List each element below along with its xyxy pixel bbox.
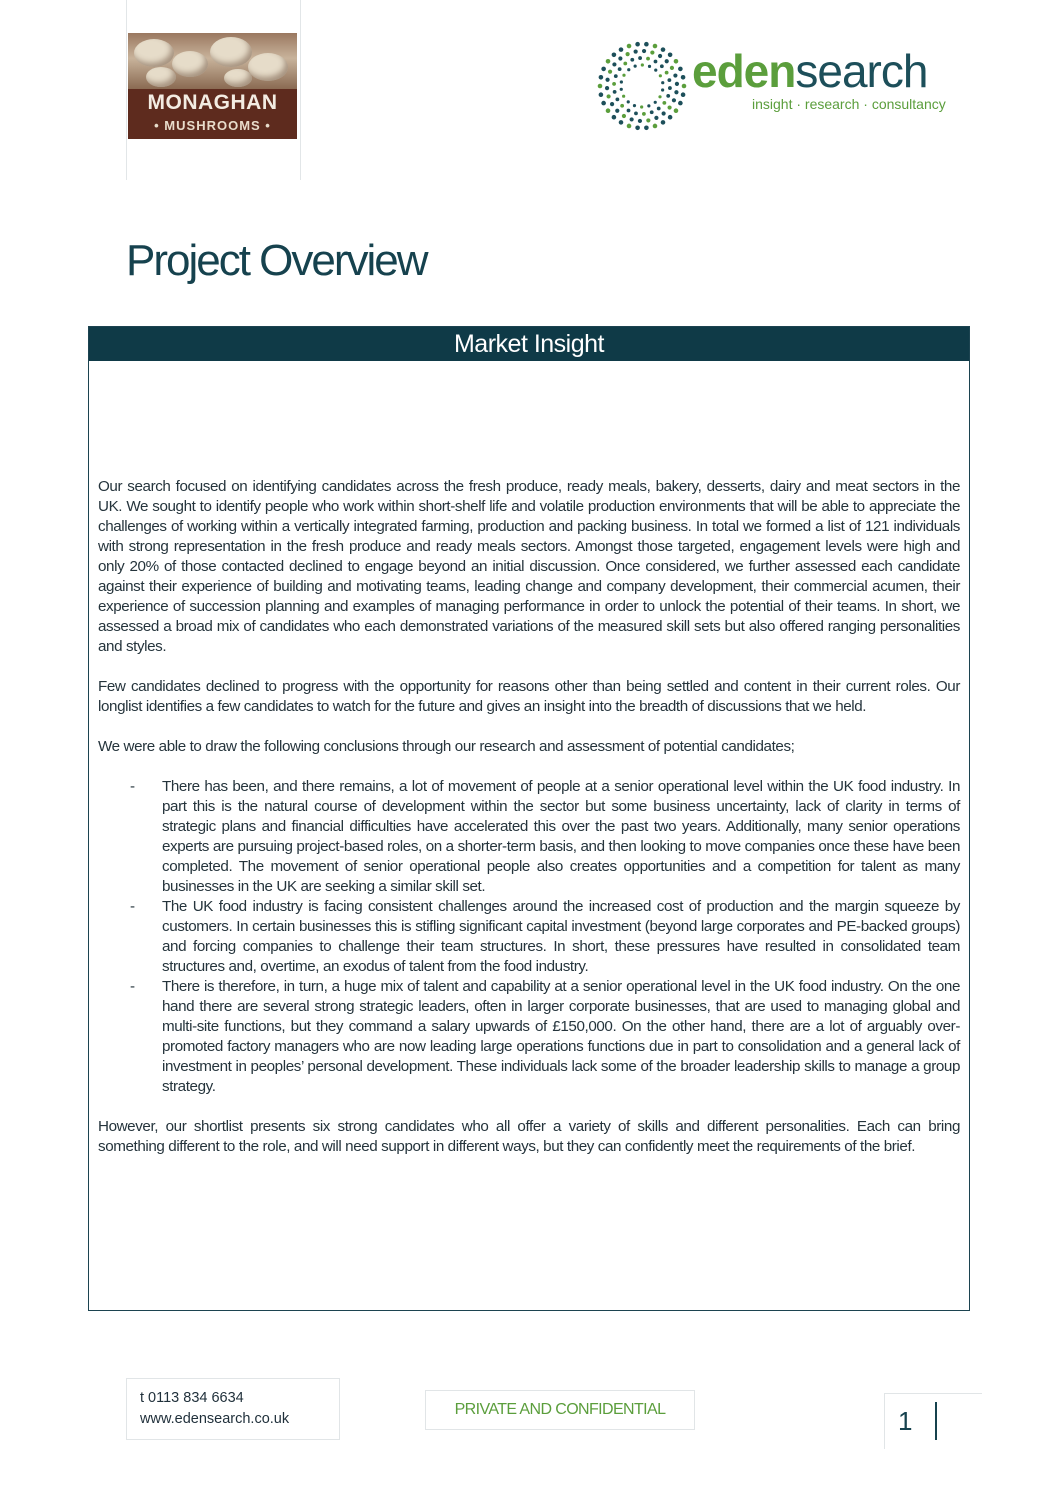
logo-dot xyxy=(606,108,611,113)
logo-dot xyxy=(620,104,624,108)
logo-dot xyxy=(605,78,609,82)
logo-dot xyxy=(606,59,611,64)
logo-dot xyxy=(623,62,627,66)
edensearch-logo xyxy=(596,40,976,136)
logo-dot xyxy=(662,101,666,105)
logo-dot xyxy=(653,44,658,49)
client-logo-name: MONAGHAN xyxy=(147,91,278,114)
market-insight-panel xyxy=(88,326,970,1311)
logo-dot xyxy=(630,117,634,121)
logo-dot xyxy=(615,97,619,101)
header-divider-right xyxy=(300,0,301,180)
insight-closing-paragraph: However, our shortlist presents six strong candidates who all offer a variety of skills and different personalities. Each can bring something different to the role, and will need support in different ways, but they can confidently meet the requirements of the brief. xyxy=(98,1118,960,1155)
logo-dot xyxy=(659,74,662,77)
logo-dot xyxy=(658,95,661,98)
logo-dot xyxy=(682,84,687,89)
logo-dot xyxy=(626,52,630,56)
logo-dot xyxy=(634,111,638,115)
market-insight-heading: Market Insight xyxy=(89,327,969,361)
logo-dot xyxy=(635,42,640,47)
logo-dot xyxy=(601,67,606,72)
insight-paragraph: Few candidates declined to progress with the opportunity for reasons other than being settled and content in their current roles. Our longlist identifies a few candidates to watch for the future and gives an insight into the breadth of discussions that we held. xyxy=(98,678,960,715)
logo-dot xyxy=(627,124,632,129)
logo-dot xyxy=(674,90,678,94)
edensearch-dot-mark-icon xyxy=(596,40,688,132)
logo-dot xyxy=(612,82,616,86)
logo-dot xyxy=(615,109,619,113)
agency-tagline: insight · research · consultancy xyxy=(752,96,946,112)
market-insight-body xyxy=(98,477,960,1177)
insight-paragraph: We were able to draw the following conclusions through our research and assessment of potential candidates; xyxy=(98,738,795,755)
page-title: Project Overview xyxy=(126,236,427,285)
logo-dot xyxy=(619,47,624,52)
logo-dot xyxy=(654,69,657,72)
conclusion-item: - The UK food industry is facing consistent challenges around the increased cost of production and the margin squeeze by customers. In certain businesses this is stifling significant capital investment (beyond large corporates and PE-backed groups) and forcing companies to challenge their team structures. In short, these pressures have resulted in consolidated team structures and, overtime, an exodus of talent from the food industry. xyxy=(162,897,960,977)
insight-paragraph: Our search focused on identifying candidates across the fresh produce, ready meals, bakery, desserts, dairy and meat sectors in the UK. We sought to identify people who work within short-shelf life and volatile production environments that will be able to appreciate the challenges of working within a vertically integrated farming, production and packing business. In total we formed a list of 121 individuals with strong representation in the fresh produce and ready meals sectors. Amongst those targeted, engagement levels were high and only 20% of those contacted declined to engage beyond an initial discussion. Once considered, we further assessed each candidate against their experience of building and motivating teams, leading change and company development, their commercial acumen, their experience of succession planning and examples of managing performance in order to unlock the potential of their teams. In short, we assessed a broad mix of candidates who each demonstrated variations of the measured skill sets but also offered ranging personalities and styles. xyxy=(98,478,960,655)
agency-logo-name xyxy=(692,44,927,98)
logo-dot xyxy=(646,57,650,61)
logo-dot xyxy=(681,92,686,97)
logo-dot xyxy=(627,100,630,103)
logo-dot xyxy=(672,98,676,102)
logo-dot xyxy=(620,88,623,91)
logo-dot xyxy=(601,101,606,106)
logo-dot xyxy=(647,104,650,107)
logo-dot xyxy=(599,75,604,80)
logo-dot xyxy=(612,62,616,66)
logo-dot xyxy=(608,70,612,74)
logo-dot xyxy=(627,44,632,49)
logo-dot xyxy=(661,88,664,91)
logo-dot xyxy=(668,115,673,120)
logo-dot xyxy=(657,107,661,111)
logo-dot xyxy=(638,56,642,60)
logo-dot xyxy=(642,49,646,53)
client-logo-subname: • MUSHROOMS • xyxy=(154,118,271,133)
logo-dot xyxy=(661,120,666,125)
logo-dot xyxy=(634,49,638,53)
footer-website-link[interactable]: www.edensearch.co.uk xyxy=(140,1411,290,1427)
logo-dot xyxy=(633,104,636,107)
logo-dot xyxy=(598,84,603,89)
logo-dot xyxy=(619,120,624,125)
page-number: 1 xyxy=(898,1406,913,1436)
logo-dot xyxy=(622,114,626,118)
confidential-label: PRIVATE AND CONFIDENTIAL xyxy=(425,1390,695,1430)
logo-dot xyxy=(612,115,617,120)
logo-dot xyxy=(630,58,634,62)
logo-dot xyxy=(644,125,649,130)
logo-dot xyxy=(660,64,664,68)
logo-dot xyxy=(634,65,637,68)
logo-dot xyxy=(650,50,654,54)
logo-dot xyxy=(627,109,631,113)
logo-dot xyxy=(667,78,671,82)
logo-dot xyxy=(650,110,654,114)
logo-dot xyxy=(638,119,642,123)
logo-dot xyxy=(613,90,617,94)
logo-dot xyxy=(675,82,679,86)
logo-dot xyxy=(648,65,651,68)
logo-dot xyxy=(658,54,662,58)
logo-dot xyxy=(654,101,657,104)
logo-dot xyxy=(614,74,618,78)
logo-dot xyxy=(640,105,643,108)
page-number-box xyxy=(884,1393,982,1449)
logo-dot xyxy=(665,71,669,75)
conclusion-item: - There is therefore, in turn, a huge mix of talent and capability at a senior operational level in the UK food industry. On the one hand there are several strong strategic leaders, often in larger corporate businesses, that are used to managing global and multi-site functions, but they command a salary upwards of £150,000. On the other hand, there are a lot of arguably over-promoted factory managers who are now leading large operations functions due in part to consolidation and a general lack of investment in peoples’ personal development. These individuals lack some of the broader leadership skills to manage a group strategy. xyxy=(162,977,960,1097)
logo-dot xyxy=(644,42,649,47)
logo-dot xyxy=(668,86,672,90)
logo-dot xyxy=(635,125,640,130)
logo-dot xyxy=(678,67,683,72)
logo-dot xyxy=(653,124,658,129)
header-divider-left xyxy=(126,0,127,180)
page-number-divider xyxy=(935,1402,937,1440)
logo-dot xyxy=(661,81,664,84)
logo-dot xyxy=(612,52,617,57)
mushroom-photo xyxy=(128,33,297,89)
logo-dot xyxy=(627,68,630,71)
agency-logo-name-light: search xyxy=(795,45,928,97)
logo-dot xyxy=(641,63,644,66)
logo-dot xyxy=(620,80,623,83)
logo-dot xyxy=(667,105,671,109)
monaghan-mushrooms-logo xyxy=(128,33,297,139)
logo-dot xyxy=(665,59,669,63)
logo-dot xyxy=(678,101,683,106)
logo-dot xyxy=(654,116,658,120)
logo-dot xyxy=(674,108,679,113)
logo-dot xyxy=(605,86,609,90)
logo-dot xyxy=(610,102,614,106)
logo-dot xyxy=(668,52,673,57)
conclusion-item: - There has been, and there remains, a lot of movement of people at a senior operational level within the UK food industry. In part this is the natural course of development within the sector but some business uncertainty, lack of clarity in terms of strategic plans and financial difficulties have accelerated this over the past two years. Additionally, many senior operations experts are pursuing project-based roles, on a shorter-term basis, and then looking to move companies once these have been completed. The movement of senior operational people also creates opportunities and a competition for talent as many businesses in the UK are seeking a similar skill set. xyxy=(162,777,960,897)
logo-dot xyxy=(622,74,625,77)
logo-dot xyxy=(607,94,611,98)
agency-logo-name-bold: eden xyxy=(692,45,796,97)
logo-dot xyxy=(622,95,625,98)
logo-dot xyxy=(618,56,622,60)
logo-dot xyxy=(646,118,650,122)
logo-dot xyxy=(666,94,670,98)
logo-dot xyxy=(654,60,658,64)
logo-dot xyxy=(618,67,622,71)
logo-dot xyxy=(661,47,666,52)
logo-dot xyxy=(662,111,666,115)
footer-phone: t 0113 834 6634 xyxy=(140,1390,244,1406)
logo-dot xyxy=(642,112,646,116)
logo-dot xyxy=(673,73,677,77)
logo-dot xyxy=(681,75,686,80)
logo-dot xyxy=(674,59,679,64)
logo-dot xyxy=(670,66,674,70)
conclusions-list xyxy=(98,777,960,1097)
footer-contact-box xyxy=(126,1378,340,1440)
logo-dot xyxy=(599,92,604,97)
